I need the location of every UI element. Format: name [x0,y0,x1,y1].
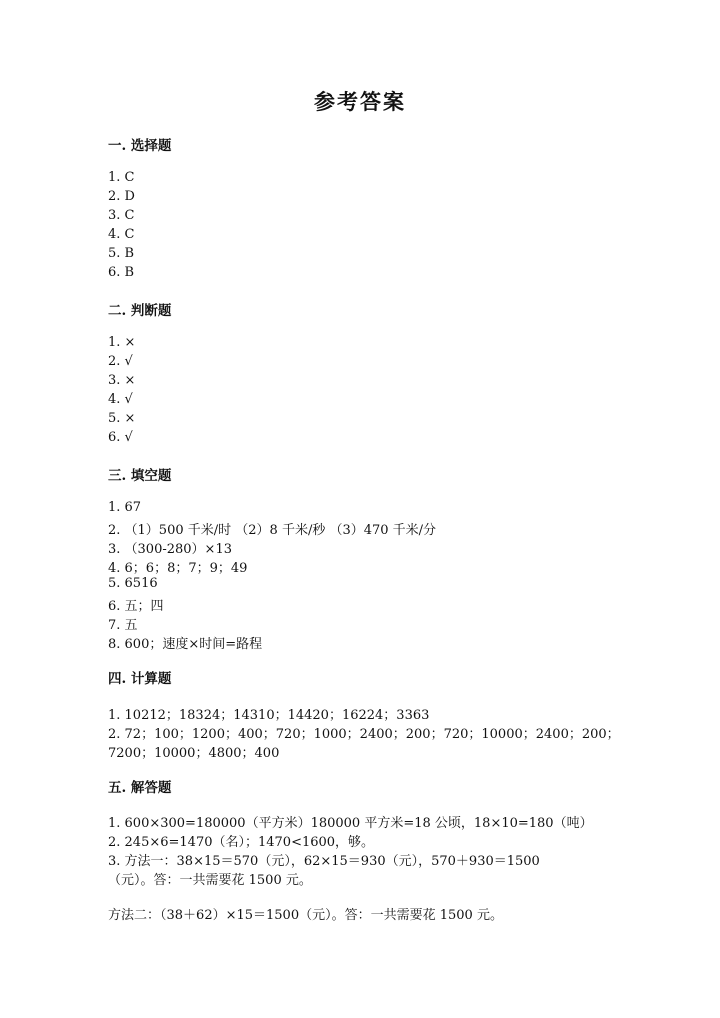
answer-line: 1. 10212；18324；14310；14420；16224；3363 [108,708,430,723]
answer-line: 1. 600×300=180000（平方米）180000 平方米=18 公顷，18×10=180（吨） [108,816,593,831]
answer-line: 5. 6516 [108,576,158,591]
answer-line: 3. 方法一：38×15＝570（元），62×15＝930（元），570＋930＝1500 [108,854,540,869]
answer-line: 5. B [108,246,135,261]
answer-line: 1. C [108,170,135,185]
answer-line: 7. 五 [108,618,138,633]
answer-line: 4. 6；6；8；7；9；49 [108,561,248,576]
answer-line: 6. B [108,265,135,280]
answer-line: 3. C [108,208,135,223]
page-title: 参考答案 [314,89,406,114]
answer-line: 1. 67 [108,500,142,515]
answer-line: 8. 600；速度×时间=路程 [108,637,263,652]
answer-line: 2. 72；100；1200；400；720；1000；2400；200；720；10000；2400；200； [108,727,620,742]
answer-line: 7200；10000；4800；400 [108,746,280,761]
answer-line: 2. √ [108,354,133,369]
answer-line: 2. （1）500 千米/时 （2）8 千米/秒 （3）470 千米/分 [108,523,437,538]
section-heading-judgement: 二. 判断题 [108,303,172,319]
answer-line: 4. √ [108,392,133,407]
section-heading-fill-blank: 三. 填空题 [108,468,172,484]
answer-line: 6. √ [108,430,133,445]
answer-line: 5. × [108,411,136,426]
answer-line: 6. 五；四 [108,599,164,614]
answer-line: 3. × [108,373,136,388]
answer-line: 3. （300-280）×13 [108,542,232,557]
answer-line: 2. 245×6=1470（名）；1470<1600，够。 [108,835,375,850]
answer-line: 4. C [108,227,135,242]
answer-line: 方法二：（38＋62）×15＝1500（元）。答：一共需要花 1500 元。 [108,908,503,923]
section-heading-calculation: 四. 计算题 [108,671,172,687]
answer-line: 1. × [108,335,136,350]
section-heading-choice: 一. 选择题 [108,138,172,154]
section-heading-word-problems: 五. 解答题 [108,780,172,796]
answer-line: （元）。答：一共需要花 1500 元。 [108,873,312,888]
answer-line: 2. D [108,189,135,204]
